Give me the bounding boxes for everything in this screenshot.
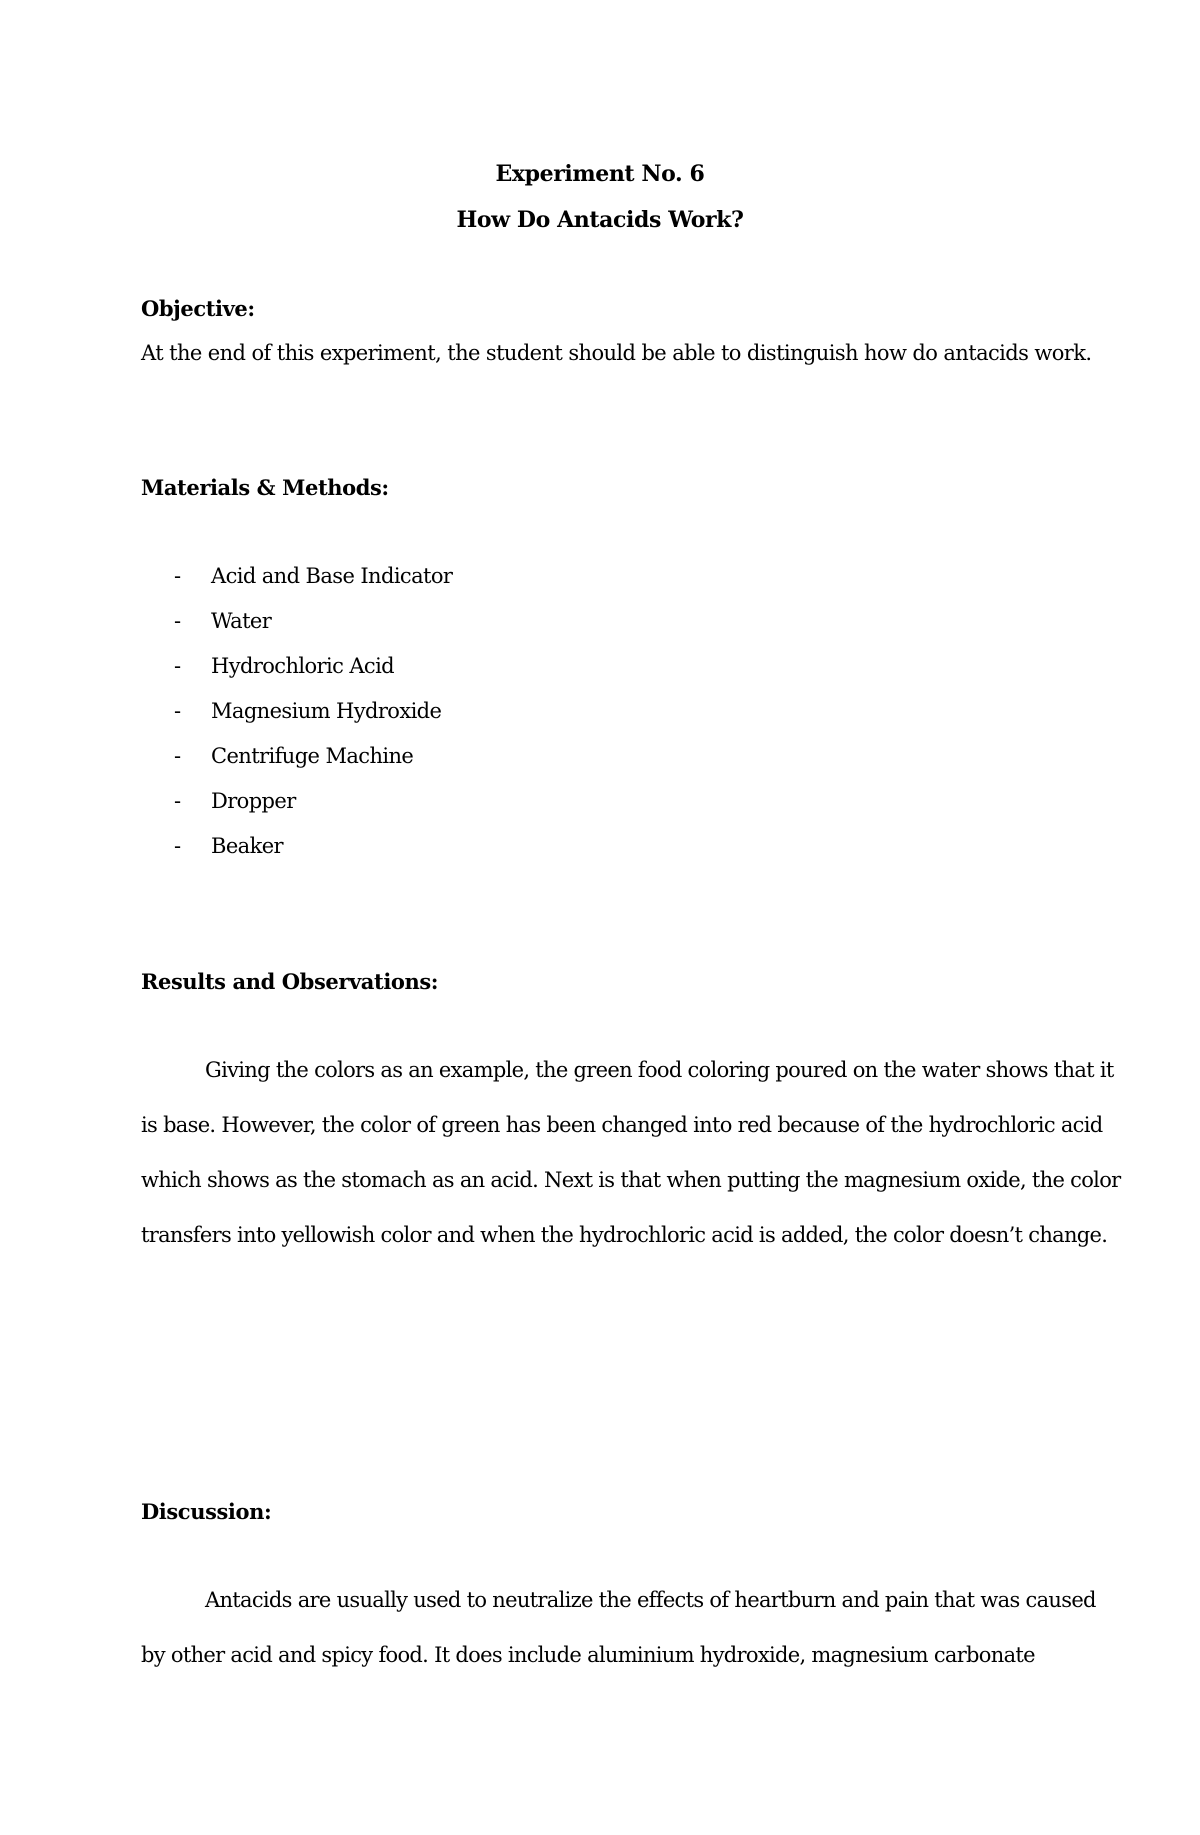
bullet-dash: -	[174, 609, 181, 633]
list-item-label: Water	[211, 609, 272, 633]
experiment-title: Experiment No. 6	[495, 161, 705, 187]
bullet-dash: -	[174, 744, 181, 768]
discussion-heading: Discussion:	[141, 1499, 272, 1524]
list-item-label: Centrifuge Machine	[211, 744, 414, 768]
bullet-dash: -	[174, 654, 181, 678]
discussion-paragraph	[141, 1586, 1096, 1696]
paragraph-line: Antacids are usually used to neutralize the effects of heartburn and pain that was caused	[205, 1588, 1096, 1612]
list-item	[141, 787, 452, 832]
list-item-label: Dropper	[211, 789, 296, 813]
list-item	[141, 562, 452, 607]
objective-heading: Objective:	[141, 296, 255, 321]
list-item	[141, 607, 452, 652]
materials-heading: Materials & Methods:	[141, 475, 389, 500]
list-item-label: Magnesium Hydroxide	[211, 699, 442, 723]
objective-text: At the end of this experiment, the student should be able to distinguish how do antacids work.	[141, 341, 1092, 365]
paragraph-line: Giving the colors as an example, the green food coloring poured on the water shows that it	[205, 1058, 1114, 1082]
list-item-label: Acid and Base Indicator	[211, 564, 453, 588]
list-item-label: Beaker	[211, 834, 283, 858]
paragraph-line: is base. However, the color of green has been changed into red because of the hydrochloric acid	[141, 1113, 1103, 1137]
experiment-subtitle: How Do Antacids Work?	[456, 207, 744, 233]
results-heading: Results and Observations:	[141, 969, 439, 994]
list-item	[141, 832, 452, 877]
results-paragraph	[141, 1056, 1121, 1276]
list-item-label: Hydrochloric Acid	[211, 654, 395, 678]
bullet-dash: -	[174, 699, 181, 723]
list-item	[141, 697, 452, 742]
bullet-dash: -	[174, 834, 181, 858]
paragraph-line: which shows as the stomach as an acid. Next is that when putting the magnesium oxide, the color	[141, 1168, 1121, 1192]
list-item	[141, 652, 452, 697]
paragraph-line: by other acid and spicy food. It does include aluminium hydroxide, magnesium carbonate	[141, 1643, 1035, 1667]
list-item	[141, 742, 452, 787]
bullet-dash: -	[174, 564, 181, 588]
materials-list	[141, 562, 452, 877]
paragraph-line: transfers into yellowish color and when the hydrochloric acid is added, the color doesn’t change.	[141, 1223, 1108, 1247]
bullet-dash: -	[174, 789, 181, 813]
